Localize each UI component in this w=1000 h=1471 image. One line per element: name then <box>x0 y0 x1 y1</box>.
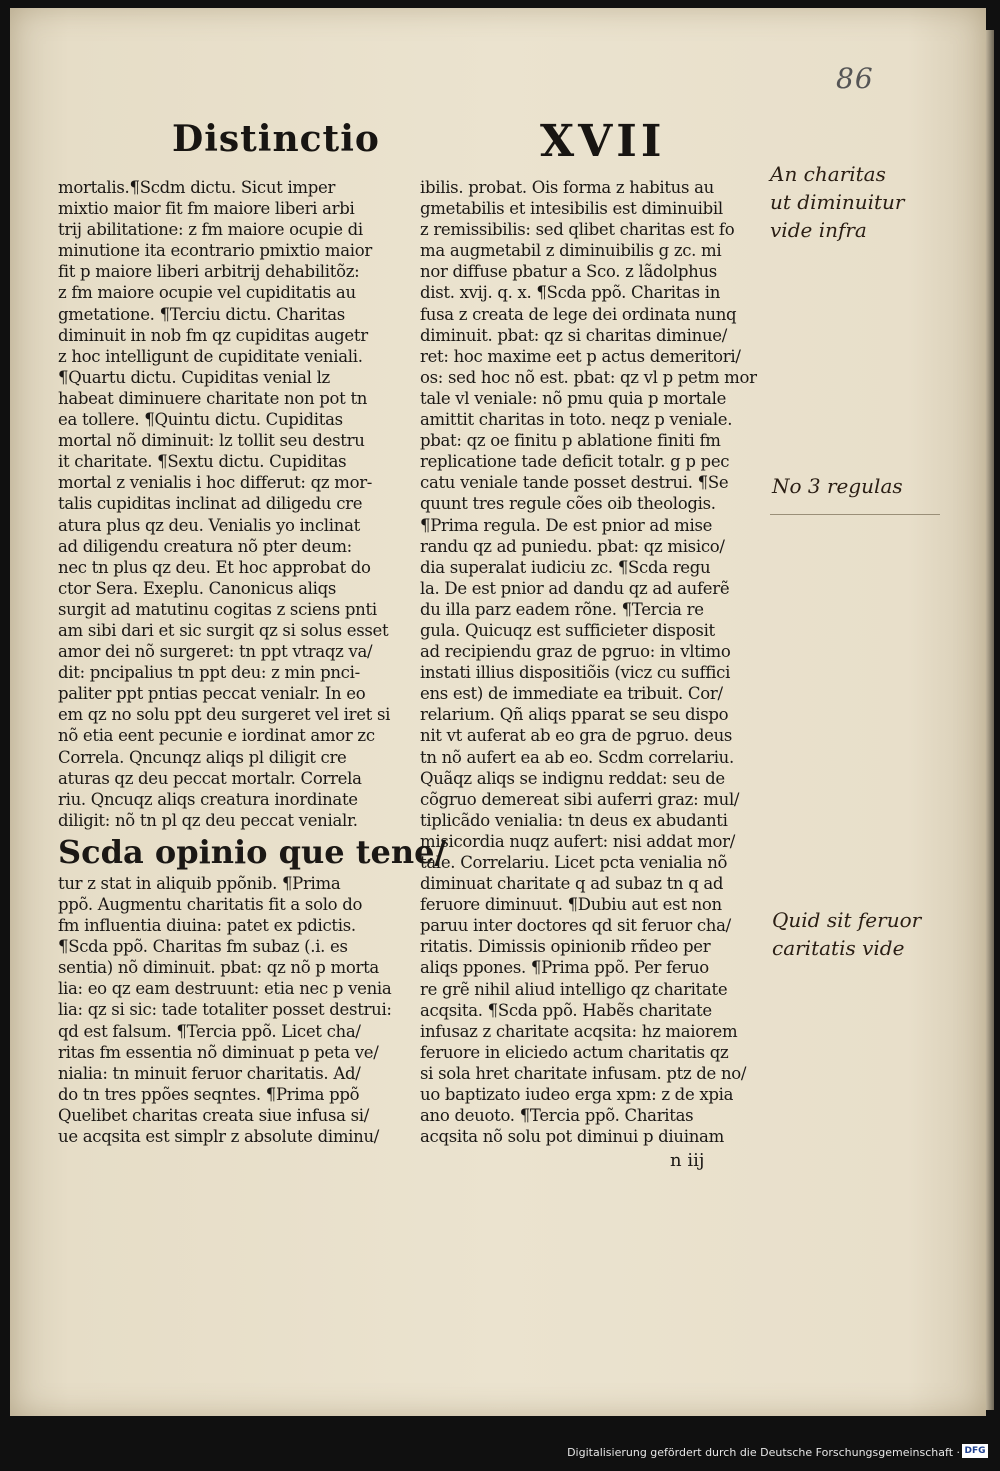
text-line: tale. Correlariu. Licet pcta venialia nõ <box>420 853 728 872</box>
text-line: ctor Sera. Exeplu. Canonicus aliqs <box>58 578 337 598</box>
text-line: surgit ad matutinu cogitas z sciens pnti <box>58 599 377 619</box>
text-line: ritatis. Dimissis opinionib rñdeo per <box>420 937 711 957</box>
text-line: randu qz ad puniedu. pbat: qz misico/ <box>420 536 725 556</box>
text-line: ¶Prima regula. De est pnior ad mise <box>420 515 713 535</box>
dfg-logo: DFG <box>962 1444 988 1458</box>
text-line: catu veniale tande posset destrui. ¶Se <box>420 473 729 493</box>
marginal-note-1-line: ut diminuitur <box>770 190 905 214</box>
text-line: mortal nõ diminuit: lz tollit seu destru <box>58 431 365 451</box>
text-line: uo baptizato iudeo erga xpm: z de xpia <box>420 1085 734 1105</box>
text-line: am sibi dari et sic surgit qz si solus esset <box>58 620 389 640</box>
section-opening-line: Scda opinio que tene/ <box>58 832 447 871</box>
text-line: Quãqz aliqs se indignu reddat: seu de <box>420 768 725 788</box>
text-line: ens est) de immediate ea tribuit. Cor/ <box>420 684 723 704</box>
marginal-rule <box>770 514 940 515</box>
text-line: dia superalat iudiciu zc. ¶Scda regu <box>420 557 711 577</box>
text-line: mortalis.¶Scdm dictu. Sicut imper <box>58 178 336 197</box>
text-line: quunt tres regule cões oib theologis. <box>420 494 716 514</box>
text-line: infusaz z charitate acqsita: hz maiorem <box>420 1021 738 1041</box>
text-line: z hoc intelligunt de cupiditate veniali. <box>58 346 363 366</box>
text-line: em qz no solu ppt deu surgeret vel iret si <box>58 705 391 725</box>
text-line: minutione ita econtrario pmixtio maior <box>58 241 372 261</box>
text-line: paliter ppt pntias peccat venialr. In eo <box>58 684 366 704</box>
text-line: feruore diminuut. ¶Dubiu aut est non <box>420 895 722 915</box>
text-line: ibilis. probat. Ois forma z habitus au <box>420 178 714 197</box>
text-line: gmetatione. ¶Terciu dictu. Charitas <box>58 304 345 324</box>
text-line: it charitate. ¶Sextu dictu. Cupiditas <box>58 452 347 472</box>
text-line: misicordia nuqz aufert: nisi addat mor/ <box>420 831 735 851</box>
text-line: ue acqsita est simplr z absolute diminu/ <box>58 1127 380 1147</box>
text-line: ppõ. Augmentu charitatis fit a solo do <box>58 895 363 914</box>
text-line: diligit: nõ tn pl qz deu peccat venialr. <box>58 810 358 830</box>
text-line: aturas qz deu peccat mortalr. Correla <box>58 768 362 788</box>
marginal-note-2: No 3 regulas <box>772 474 903 498</box>
text-line: riu. Qncuqz aliqs creatura inordinate <box>58 789 358 809</box>
text-line: fm influentia diuina: patet ex pdictis. <box>58 916 356 936</box>
text-line: cõgruo demereat sibi auferri graz: mul/ <box>420 789 740 809</box>
text-line: nit vt auferat ab eo gra de pgruo. deus <box>420 726 733 746</box>
text-line: z fm maiore ocupie vel cupiditatis au <box>58 283 356 303</box>
text-line: Quelibet charitas creata siue infusa si/ <box>58 1105 370 1125</box>
text-line: nor diffuse pbatur a Sco. z lãdolphus <box>420 262 717 282</box>
text-line: ea tollere. ¶Quintu dictu. Cupiditas <box>58 410 343 430</box>
text-line: dist. xvij. q. x. ¶Scda ppõ. Charitas in <box>420 283 721 303</box>
text-line: lia: qz si sic: tade totaliter posset destrui: <box>58 1000 392 1020</box>
text-line: fusa z creata de lege dei ordinata nunq <box>420 304 737 324</box>
text-line: amittit charitas in toto. neqz p veniale. <box>420 410 733 430</box>
text-line: ¶Quartu dictu. Cupiditas venial lz <box>58 367 330 387</box>
text-line: acqsita nõ solu pot diminui p diuinam <box>420 1127 724 1147</box>
text-line: tiplicãdo venialia: tn deus ex abudanti <box>420 810 728 830</box>
running-head-left: Distinctio <box>172 118 380 160</box>
text-line: re grẽ nihil aliud intelligo qz charitate <box>420 979 728 999</box>
text-line: tn nõ aufert ea ab eo. Scdm correlariu. <box>420 747 734 767</box>
marginal-note-3 <box>772 906 921 962</box>
text-line: tur z stat in aliquib ppõnib. ¶Prima <box>58 873 341 893</box>
text-line: do tn tres ppões seqntes. ¶Prima ppõ <box>58 1084 360 1104</box>
marginal-note-3-line: Quid sit feruor <box>772 908 922 932</box>
text-line: dit: pncipalius tn ppt deu: z min pnci- <box>58 663 360 683</box>
text-line: nõ etia eent pecunie e iordinat amor zc <box>58 726 375 746</box>
text-line: nec tn plus qz deu. Et hoc approbat do <box>58 557 371 577</box>
text-line: gmetabilis et intesibilis est diminuibil <box>420 199 723 219</box>
text-line: sentia) nõ diminuit. pbat: qz nõ p morta <box>58 958 379 978</box>
text-line: qd est falsum. ¶Tercia ppõ. Licet cha/ <box>58 1021 361 1041</box>
text-line: ¶Scda ppõ. Charitas fm subaz (.i. es <box>58 937 348 957</box>
text-line: ma augmetabil z diminuibilis g zc. mi <box>420 241 722 261</box>
page-edge <box>986 30 994 1410</box>
left-column <box>58 177 447 1147</box>
text-line: pbat: qz oe finitu p ablatione finiti fm <box>420 431 721 451</box>
digitization-credit: Digitalisierung gefördert durch die Deutsche Forschungsgemeinschaft · <box>567 1446 960 1459</box>
text-line: relarium. Qñ aliqs pparat se seu dispo <box>420 705 729 725</box>
text-line: atura plus qz deu. Venialis yo inclinat <box>58 515 360 535</box>
text-line: fit p maiore liberi arbitrij dehabilitõz: <box>58 262 360 282</box>
signature-mark: n iij <box>670 1150 705 1171</box>
running-head-right: XVII <box>540 116 666 167</box>
marginal-note-1-line: An charitas <box>770 162 886 186</box>
text-line: ret: hoc maxime eet p actus demeritori/ <box>420 346 741 366</box>
text-line: diminuit. pbat: qz si charitas diminue/ <box>420 325 727 345</box>
text-line: ad recipiendu graz de pgruo: in vltimo <box>420 642 731 662</box>
text-line: z remissibilis: sed qlibet charitas est fo <box>420 220 735 240</box>
text-line: amor dei nõ surgeret: tn ppt vtraqz va/ <box>58 642 373 662</box>
text-line: mixtio maior fit fm maiore liberi arbi <box>58 199 355 219</box>
text-line: mortal z venialis i hoc differut: qz mor- <box>58 473 373 493</box>
marginal-note-1-line: vide infra <box>770 218 867 242</box>
text-line: paruu inter doctores qd sit feruor cha/ <box>420 916 731 936</box>
marginal-note-1 <box>770 160 904 244</box>
text-line: la. De est pnior ad dandu qz ad auferẽ <box>420 578 730 598</box>
text-line: aliqs ppones. ¶Prima ppõ. Per feruo <box>420 958 709 978</box>
text-line: ano deuoto. ¶Tercia ppõ. Charitas <box>420 1106 694 1126</box>
text-line: tale vl veniale: nõ pmu quia p mortale <box>420 388 727 408</box>
text-line: du illa parz eadem rõne. ¶Tercia re <box>420 599 704 619</box>
text-line: acqsita. ¶Scda ppõ. Habẽs charitate <box>420 1000 712 1020</box>
marginal-note-3-line: caritatis vide <box>772 936 905 960</box>
text-line: talis cupiditas inclinat ad diligedu cre <box>58 494 363 514</box>
text-line: Correla. Qncunqz aliqs pl diligit cre <box>58 747 347 767</box>
text-line: replicatione tade deficit totalr. g p pec <box>420 452 730 472</box>
text-line: lia: eo qz eam destruunt: etia nec p venia <box>58 979 392 999</box>
right-column <box>420 177 770 1147</box>
text-line: ritas fm essentia nõ diminuat p peta ve/ <box>58 1042 379 1062</box>
text-line: gula. Quicuqz est sufficieter disposit <box>420 620 715 640</box>
text-line: trij abilitatione: z fm maiore ocupie di <box>58 220 363 240</box>
text-line: os: sed hoc nõ est. pbat: qz vl p petm mor <box>420 367 757 387</box>
folio-number: 86 <box>836 62 874 95</box>
text-line: diminuit in nob fm qz cupiditas augetr <box>58 325 368 345</box>
text-line: feruore in eliciedo actum charitatis qz <box>420 1042 729 1062</box>
text-line: habeat diminuere charitate non pot tn <box>58 388 368 408</box>
text-line: instati illius dispositiõis (vicz cu suffici <box>420 663 731 683</box>
text-line: si sola hret charitate infusam. ptz de no/ <box>420 1063 747 1083</box>
text-line: ad diligendu creatura nõ pter deum: <box>58 536 352 556</box>
text-line: nialia: tn minuit feruor charitatis. Ad/ <box>58 1063 361 1083</box>
text-line: diminuat charitate q ad subaz tn q ad <box>420 874 724 894</box>
